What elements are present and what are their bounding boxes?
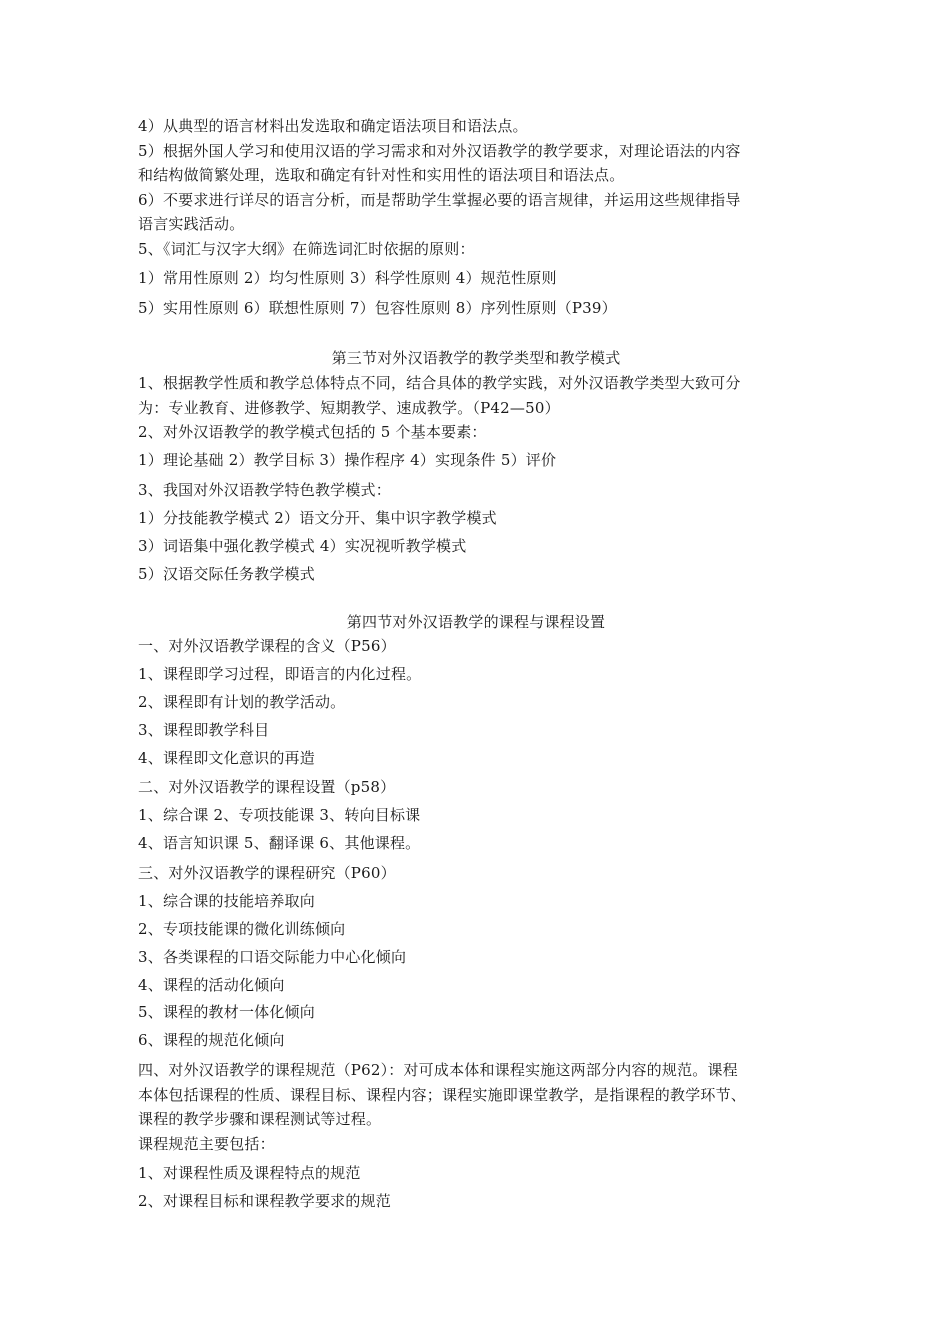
text-line: 5、《词汇与汉字大纲》在筛选词汇时依据的原则： [138, 240, 475, 258]
text-line: 本体包括课程的性质、课程目标、课程内容；课程实施即课堂教学，是指课程的教学环节、 [138, 1086, 747, 1104]
text-line: 2、对外汉语教学的教学模式包括的 5 个基本要素： [138, 423, 487, 441]
text-line: 2、课程即有计划的教学活动。 [138, 693, 346, 711]
section-heading: 第四节对外汉语教学的课程与课程设置 [346, 613, 606, 631]
text-line: 课程规范主要包括： [138, 1135, 275, 1153]
text-line: 3、各类课程的口语交际能力中心化倾向 [138, 948, 407, 966]
text-line: 4、课程的活动化倾向 [138, 976, 285, 994]
text-line: 3）词语集中强化教学模式 4）实况视听教学模式 [138, 537, 467, 555]
text-line: 6、课程的规范化倾向 [138, 1031, 285, 1049]
text-line: 语言实践活动。 [138, 215, 245, 233]
text-line: 3、我国对外汉语教学特色教学模式： [138, 481, 391, 499]
text-line: 4、语言知识课 5、翻译课 6、其他课程。 [138, 834, 421, 852]
text-line: 三、对外汉语教学的课程研究（P60） [138, 864, 396, 882]
text-line: 1、课程即学习过程，即语言的内化过程。 [138, 665, 422, 683]
text-line: 二、对外汉语教学的课程设置（p58） [138, 778, 396, 796]
text-line: 4、课程即文化意识的再造 [138, 749, 315, 767]
text-line: 2、专项技能课的微化训练倾向 [138, 920, 346, 938]
text-line: 1、综合课的技能培养取向 [138, 892, 315, 910]
text-line: 为：专业教育、进修教学、短期教学、速成教学。（P42—50） [138, 399, 560, 417]
text-line: 1）常用性原则 2）均匀性原则 3）科学性原则 4）规范性原则 [138, 269, 557, 287]
text-line: 4）从典型的语言材料出发选取和确定语法项目和语法点。 [138, 117, 528, 135]
text-line: 1、对课程性质及课程特点的规范 [138, 1164, 361, 1182]
section-heading: 第三节对外汉语教学的教学类型和教学模式 [331, 349, 621, 367]
text-line: 5）汉语交际任务教学模式 [138, 565, 315, 583]
text-line: 课程的教学步骤和课程测试等过程。 [138, 1110, 382, 1128]
text-line: 5）根据外国人学习和使用汉语的学习需求和对外汉语教学的教学要求，对理论语法的内容 [138, 142, 741, 160]
text-line: 1、根据教学性质和教学总体特点不同，结合具体的教学实践，对外汉语教学类型大致可分 [138, 374, 741, 392]
text-line: 2、对课程目标和课程教学要求的规范 [138, 1192, 391, 1210]
text-line: 5）实用性原则 6）联想性原则 7）包容性原则 8）序列性原则（P39） [138, 299, 617, 317]
text-line: 一、对外汉语教学课程的含义（P56） [138, 637, 396, 655]
text-line: 3、课程即教学科目 [138, 721, 270, 739]
text-line: 和结构做简繁处理，选取和确定有针对性和实用性的语法项目和语法点。 [138, 166, 625, 184]
text-line: 四、对外汉语教学的课程规范（P62）：对可成本体和课程实施这两部分内容的规范。课程 [138, 1061, 738, 1079]
text-line: 1）分技能教学模式 2）语文分开、集中识字教学模式 [138, 509, 497, 527]
text-line: 6）不要求进行详尽的语言分析，而是帮助学生掌握必要的语言规律，并运用这些规律指导 [138, 191, 741, 209]
text-line: 5、课程的教材一体化倾向 [138, 1003, 315, 1021]
text-line: 1）理论基础 2）教学目标 3）操作程序 4）实现条件 5）评价 [138, 451, 557, 469]
text-line: 1、综合课 2、专项技能课 3、转向目标课 [138, 806, 421, 824]
